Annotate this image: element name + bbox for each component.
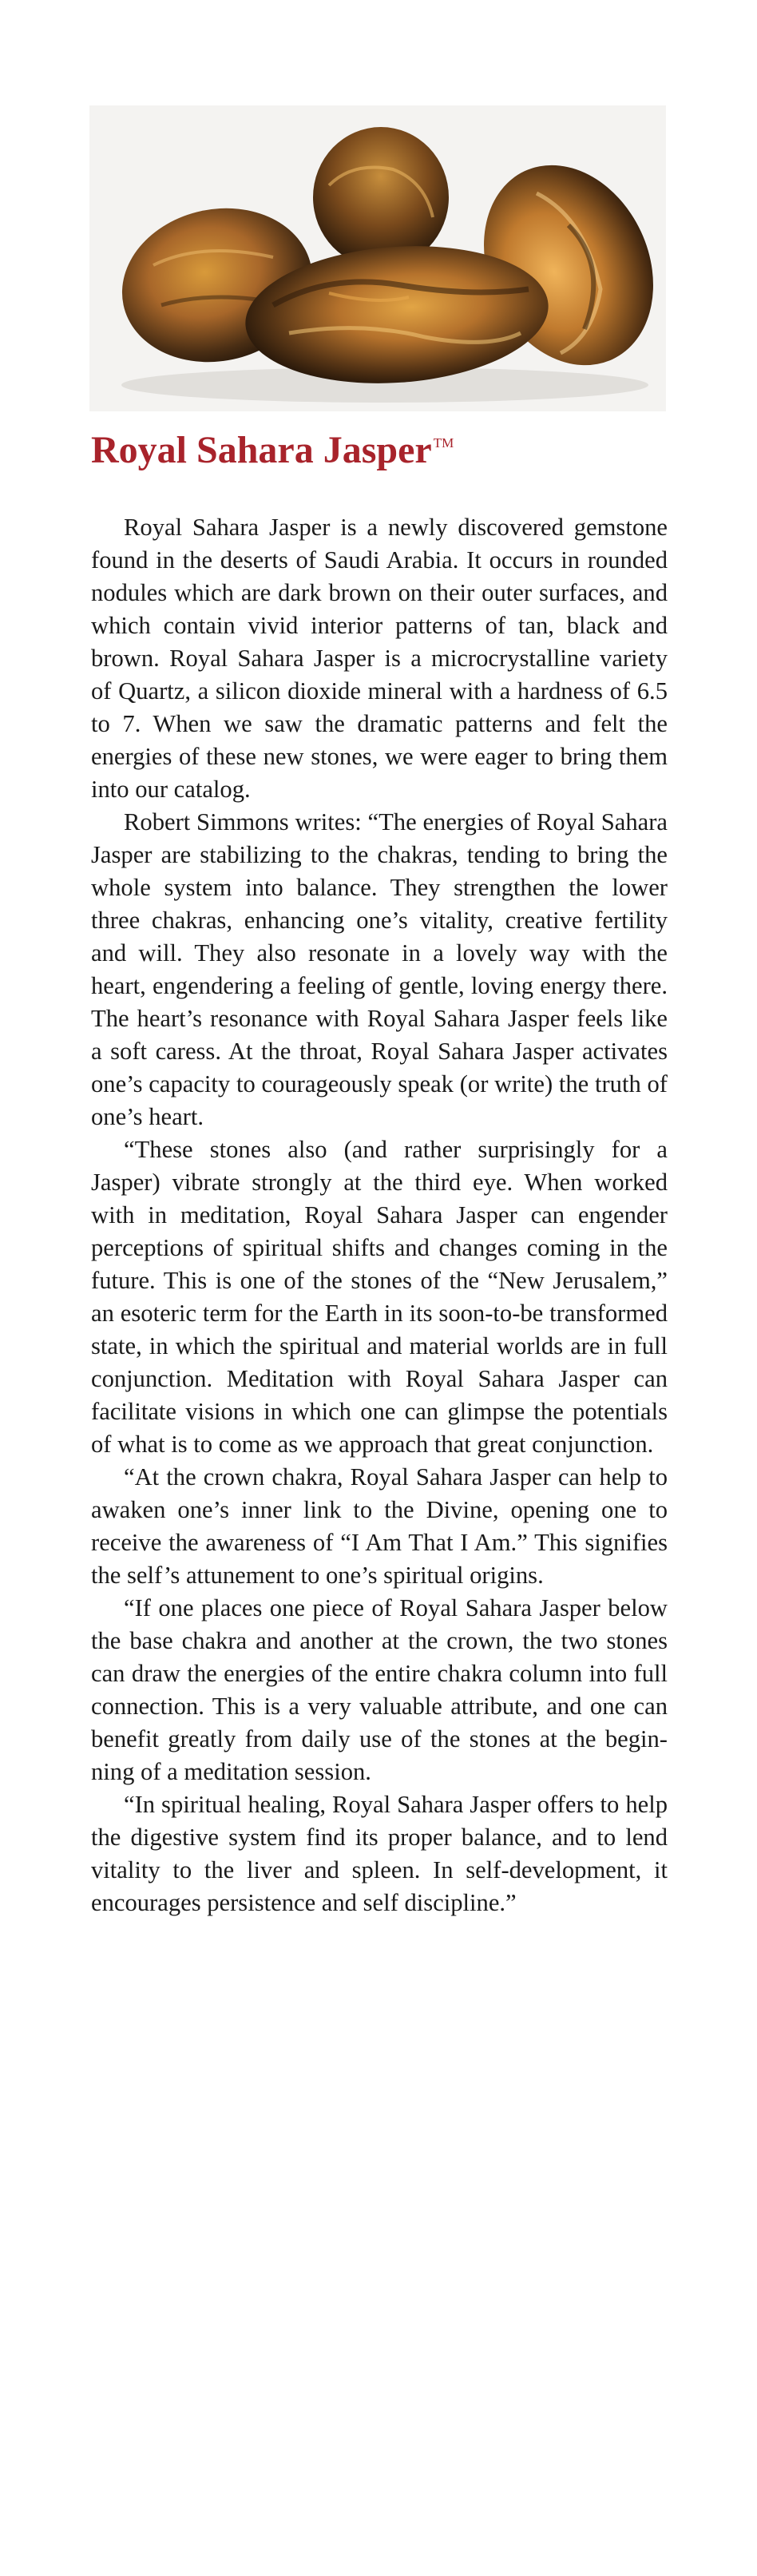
article-body — [91, 511, 668, 1919]
jasper-stones-photo — [89, 105, 666, 411]
paragraph-simmons-quote: Robert Simmons writes: “The energies of Royal Sahara Jasper are stabilizing to the chakras, tending to bring the whole system into balance. They strengthen the lower three chakras, enhancing one’s vitality, creative fertility and will. They also resonate in a lovely way with the heart, engendering a feeling of gentle, loving energy there. The heart’s resonance with Royal Sahara Jasper feels like a soft caress. At the throat, Royal Sahara Jasper activates one’s capacity to courageously speak (or write) the truth of one’s heart. — [91, 808, 668, 1130]
paragraph-chakra-column: “If one places one piece of Royal Sahara Jasper below the base chakra and another at the crown, the two stones can draw the energies of the entire chakra column into full connection. This is a very valuable attribute, and one can benefit greatly from daily use of the stones at the beginning of a meditation session. — [91, 1594, 668, 1785]
paragraph-third-eye: “These stones also (and rather surprisingly for a Jasper) vibrate strongly at the third eye. When worked with in meditation, Royal Sahara Jasper can engender perceptions of spiritual shifts and changes coming in the future. This is one of the stones of the “New Jerusalem,” an esoteric term for the Earth in its soon-to-be transformed state, in which the spiritual and material worlds are in full conjunction. Meditation with Royal Sahara Jasper can facilitate visions in which one can glimpse the potentials of what is to come as we approach that great conjunction. — [91, 1136, 668, 1458]
paragraph-crown-chakra: “At the crown chakra, Royal Sahara Jasper can help to awaken one’s inner link to the Divine, opening one to receive the awareness of “I Am That I Am.” This signifies the self’s attunement to one’s spiritual origins. — [91, 1463, 668, 1589]
trademark-symbol: TM — [433, 435, 454, 451]
article-title — [91, 430, 454, 472]
article-title-text: Royal Sahara Jasper — [91, 429, 432, 471]
paragraph-intro: Royal Sahara Jasper is a newly discovered gemstone found in the deserts of Saudi Arabia. It occurs in rounded nodules which are dark brown on their outer surfaces, and which contain vivid interior patterns of tan, black and brown. Royal Sahara Jasper is a microcrystalline variety of Quartz, a silicon dioxide mineral with a hardness of 6.5 to 7. When we saw the dramatic patterns and felt the energies of these new stones, we were eager to bring them into our catalog. — [91, 514, 668, 803]
jasper-stones-illustration — [89, 105, 666, 411]
paragraph-spiritual-healing: “In spiritual healing, Royal Sahara Jasper offers to help the digestive system find its proper balance, and to lend vitality to the liver and spleen. In self-development, it encourages persistence and self discipline.” — [91, 1791, 668, 1916]
